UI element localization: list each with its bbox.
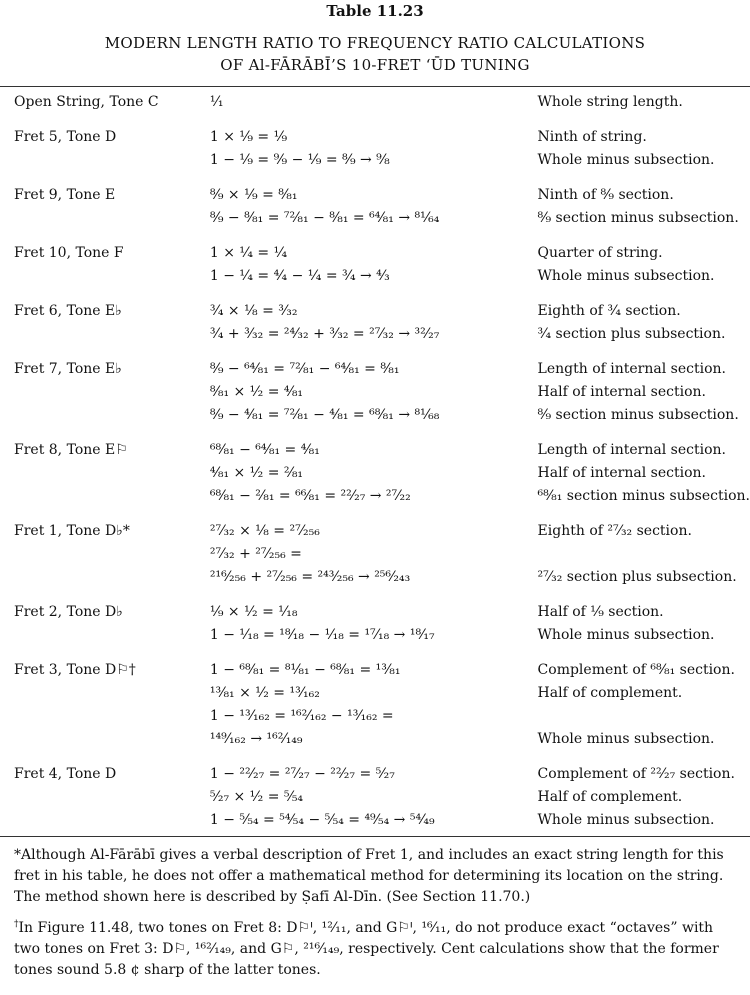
calculation-cell: ⁵⁄₂₇ × ¹⁄₂ = ⁵⁄₅₄ bbox=[209, 789, 304, 805]
table-row bbox=[0, 705, 750, 728]
calculation-cell: ⁸⁄₉ × ¹⁄₉ = ⁸⁄₈₁ bbox=[209, 187, 298, 203]
description-cell: Whole minus subsection. bbox=[537, 812, 715, 828]
table-row bbox=[0, 659, 750, 682]
table-row bbox=[0, 300, 750, 323]
row-gap bbox=[0, 751, 750, 763]
description-cell: Ninth of string. bbox=[537, 129, 647, 145]
table-row bbox=[0, 566, 750, 589]
calculation-cell: 1 × ¹⁄₉ = ¹⁄₉ bbox=[209, 129, 288, 145]
description-cell: Whole minus subsection. bbox=[537, 152, 715, 168]
table-row bbox=[0, 91, 750, 114]
fret-label: Fret 7, Tone E♭ bbox=[14, 361, 122, 377]
table-row bbox=[0, 126, 750, 149]
empty-cell bbox=[0, 543, 196, 566]
gap-cell bbox=[0, 230, 750, 242]
gap-cell bbox=[0, 589, 750, 601]
description-cell: Half of internal section. bbox=[537, 465, 706, 481]
calculation-cell: ⁶⁸⁄₈₁ − ⁶⁴⁄₈₁ = ⁴⁄₈₁ bbox=[209, 442, 320, 458]
row-gap bbox=[0, 172, 750, 184]
calculation-cell: ¹⁴⁹⁄₁₆₂ → ¹⁶²⁄₁₄₉ bbox=[209, 731, 303, 747]
empty-cell bbox=[0, 728, 196, 751]
gap-cell bbox=[0, 508, 750, 520]
description-cell: Complement of ⁶⁸⁄₈₁ section. bbox=[537, 662, 735, 678]
description-cell: Whole minus subsection. bbox=[537, 627, 715, 643]
table-row bbox=[0, 763, 750, 786]
empty-cell bbox=[0, 462, 196, 485]
table-row bbox=[0, 404, 750, 427]
calculation-cell: 1 − ²²⁄₂₇ = ²⁷⁄₂₇ − ²²⁄₂₇ = ⁵⁄₂₇ bbox=[209, 766, 395, 782]
table-row bbox=[0, 624, 750, 647]
table-row bbox=[0, 520, 750, 543]
fret-label: Fret 2, Tone D♭ bbox=[14, 604, 123, 620]
calculation-cell: ²⁷⁄₃₂ × ¹⁄₈ = ²⁷⁄₂₅₆ bbox=[209, 523, 320, 539]
calculation-cell: ⁸⁄₉ − ⁸⁄₈₁ = ⁷²⁄₈₁ − ⁸⁄₈₁ = ⁶⁴⁄₈₁ → ⁸¹⁄₆₄ bbox=[209, 210, 440, 226]
description-cell: Quarter of string. bbox=[537, 245, 663, 261]
table-row bbox=[0, 265, 750, 288]
fret-label: Fret 6, Tone E♭ bbox=[14, 303, 122, 319]
description-cell: Whole string length. bbox=[537, 94, 683, 110]
description-cell: Whole minus subsection. bbox=[537, 731, 715, 747]
row-gap bbox=[0, 114, 750, 126]
empty-cell bbox=[0, 149, 196, 172]
row-gap bbox=[0, 346, 750, 358]
description-cell: Length of internal section. bbox=[537, 442, 726, 458]
empty-cell bbox=[0, 404, 196, 427]
description-cell: Eighth of ³⁄₄ section. bbox=[537, 303, 681, 319]
fret-label: Fret 10, Tone F bbox=[14, 245, 124, 261]
description-cell: Complement of ²²⁄₂₇ section. bbox=[537, 766, 735, 782]
gap-cell bbox=[0, 427, 750, 439]
description-cell: Half of ¹⁄₉ section. bbox=[537, 604, 664, 620]
empty-cell bbox=[0, 624, 196, 647]
description-cell: Ninth of ⁸⁄₉ section. bbox=[537, 187, 674, 203]
table-row bbox=[0, 809, 750, 832]
description-cell: Half of internal section. bbox=[537, 384, 706, 400]
calculation-cell: 1 − ¹³⁄₁₆₂ = ¹⁶²⁄₁₆₂ − ¹³⁄₁₆₂ = bbox=[209, 708, 394, 724]
gap-cell bbox=[0, 288, 750, 300]
gap-cell bbox=[0, 172, 750, 184]
description-cell bbox=[538, 705, 750, 728]
description-cell: Eighth of ²⁷⁄₃₂ section. bbox=[537, 523, 692, 539]
footnote-fret1: *Although Al-Fārābī gives a verbal description of Fret 1, and includes an exact string length for this fret in his table, he does not offer a mathematical method for determining its location on the string. The method shown here is described by Ṣafī Al-Dīn. (See Section 11.70.) bbox=[14, 847, 724, 905]
footnotes bbox=[0, 845, 750, 981]
calculation-cell: ⁸⁄₈₁ × ¹⁄₂ = ⁴⁄₈₁ bbox=[209, 384, 304, 400]
calculation-cell: ⁸⁄₉ − ⁶⁴⁄₈₁ = ⁷²⁄₈₁ − ⁶⁴⁄₈₁ = ⁸⁄₈₁ bbox=[209, 361, 400, 377]
calculation-cell: 1 × ¹⁄₄ = ¹⁄₄ bbox=[209, 245, 288, 261]
calculation-cell: ⁸⁄₉ − ⁴⁄₈₁ = ⁷²⁄₈₁ − ⁴⁄₈₁ = ⁶⁸⁄₈₁ → ⁸¹⁄₆₈ bbox=[209, 407, 440, 423]
description-cell: Half of complement. bbox=[537, 685, 683, 701]
calculation-cell: 1 − ⁵⁄₅₄ = ⁵⁴⁄₅₄ − ⁵⁄₅₄ = ⁴⁹⁄₅₄ → ⁵⁴⁄₄₉ bbox=[209, 812, 435, 828]
title-line-1: MODERN LENGTH RATIO TO FREQUENCY RATIO CALCULATIONS bbox=[104, 34, 646, 52]
table-row bbox=[0, 543, 750, 566]
table-row bbox=[0, 242, 750, 265]
description-cell: ⁸⁄₉ section minus subsection. bbox=[537, 210, 739, 226]
table-row bbox=[0, 207, 750, 230]
empty-cell bbox=[0, 786, 196, 809]
empty-cell bbox=[0, 207, 196, 230]
calculation-cell: 1 − ¹⁄₄ = ⁴⁄₄ − ¹⁄₄ = ³⁄₄ → ⁴⁄₃ bbox=[209, 268, 390, 284]
calculation-cell: ³⁄₄ × ¹⁄₈ = ³⁄₃₂ bbox=[209, 303, 298, 319]
fret-label: Fret 4, Tone D bbox=[14, 766, 117, 782]
description-cell: ²⁷⁄₃₂ section plus subsection. bbox=[537, 569, 737, 585]
dagger-mark: † bbox=[14, 919, 19, 930]
calculation-table bbox=[0, 91, 750, 832]
table-row bbox=[0, 786, 750, 809]
fret-label: Fret 5, Tone D bbox=[14, 129, 117, 145]
description-cell: ⁶⁸⁄₈₁ section minus subsection. bbox=[537, 488, 750, 504]
calculation-cell: ¹³⁄₈₁ × ¹⁄₂ = ¹³⁄₁₆₂ bbox=[209, 685, 320, 701]
calculation-cell: ³⁄₄ + ³⁄₃₂ = ²⁴⁄₃₂ + ³⁄₃₂ = ²⁷⁄₃₂ → ³²⁄₂₇ bbox=[209, 326, 440, 342]
empty-cell bbox=[0, 485, 196, 508]
description-cell: Half of complement. bbox=[537, 789, 683, 805]
description-cell: ³⁄₄ section plus subsection. bbox=[537, 326, 726, 342]
table-row bbox=[0, 682, 750, 705]
table-row bbox=[0, 149, 750, 172]
calculation-cell: ⁴⁄₈₁ × ¹⁄₂ = ²⁄₈₁ bbox=[209, 465, 304, 481]
fret-label: Fret 3, Tone D⚐† bbox=[14, 662, 136, 678]
empty-cell bbox=[0, 682, 196, 705]
description-cell bbox=[538, 543, 750, 566]
fret-label: Fret 8, Tone E⚐ bbox=[14, 442, 128, 458]
table-row bbox=[0, 358, 750, 381]
empty-cell bbox=[0, 265, 196, 288]
table-row bbox=[0, 728, 750, 751]
bottom-rule bbox=[0, 836, 750, 837]
calculation-cell: ²⁷⁄₃₂ + ²⁷⁄₂₅₆ = bbox=[209, 546, 302, 562]
table-row bbox=[0, 184, 750, 207]
row-gap bbox=[0, 647, 750, 659]
gap-cell bbox=[0, 751, 750, 763]
empty-cell bbox=[0, 566, 196, 589]
gap-cell bbox=[0, 346, 750, 358]
calculation-cell: ⁶⁸⁄₈₁ − ²⁄₈₁ = ⁶⁶⁄₈₁ = ²²⁄₂₇ → ²⁷⁄₂₂ bbox=[209, 488, 411, 504]
description-cell: Whole minus subsection. bbox=[537, 268, 715, 284]
title-line-2: OF Al-FĀRĀBĪ’S 10-FRET ‘ŪD TUNING bbox=[220, 56, 530, 74]
table-title bbox=[0, 32, 750, 76]
footnote-fret8-text: In Figure 11.48, two tones on Fret 8: D⚐ᑊ, ¹²⁄₁₁, and G⚐ᑊ, ¹⁶⁄₁₁, do not produce exact “octaves” with two tones on Fret 3: D⚐, ¹⁶²⁄₁₄₉, and G⚐, ²¹⁶⁄₁₄₉, respectively. Cent calculations show that the former tones sound 5.8 ¢ sharp of the latter tones. bbox=[14, 920, 719, 978]
table-row bbox=[0, 462, 750, 485]
footnote-fret8 bbox=[14, 918, 736, 981]
fret-label: Fret 9, Tone E bbox=[14, 187, 116, 203]
row-gap bbox=[0, 230, 750, 242]
gap-cell bbox=[0, 647, 750, 659]
empty-cell bbox=[0, 323, 196, 346]
empty-cell bbox=[0, 809, 196, 832]
description-cell: ⁸⁄₉ section minus subsection. bbox=[537, 407, 739, 423]
calculation-cell: 1 − ⁶⁸⁄₈₁ = ⁸¹⁄₈₁ − ⁶⁸⁄₈₁ = ¹³⁄₈₁ bbox=[209, 662, 401, 678]
table-row bbox=[0, 381, 750, 404]
fret-label: Open String, Tone C bbox=[14, 94, 159, 110]
calculation-cell: ²¹⁶⁄₂₅₆ + ²⁷⁄₂₅₆ = ²⁴³⁄₂₅₆ → ²⁵⁶⁄₂₄₃ bbox=[209, 569, 411, 585]
description-cell: Length of internal section. bbox=[537, 361, 726, 377]
empty-cell bbox=[0, 705, 196, 728]
calculation-cell: ¹⁄₁ bbox=[209, 94, 224, 110]
row-gap bbox=[0, 589, 750, 601]
gap-cell bbox=[0, 114, 750, 126]
table-row bbox=[0, 485, 750, 508]
table-row bbox=[0, 323, 750, 346]
table-row bbox=[0, 439, 750, 462]
calculation-cell: 1 − ¹⁄₉ = ⁹⁄₉ − ¹⁄₉ = ⁸⁄₉ → ⁹⁄₈ bbox=[209, 152, 390, 168]
row-gap bbox=[0, 427, 750, 439]
row-gap bbox=[0, 288, 750, 300]
calculation-cell: ¹⁄₉ × ¹⁄₂ = ¹⁄₁₈ bbox=[209, 604, 298, 620]
row-gap bbox=[0, 508, 750, 520]
calculation-cell: 1 − ¹⁄₁₈ = ¹⁸⁄₁₈ − ¹⁄₁₈ = ¹⁷⁄₁₈ → ¹⁸⁄₁₇ bbox=[209, 627, 435, 643]
fret-label: Fret 1, Tone D♭* bbox=[14, 523, 130, 539]
table-number: Table 11.23 bbox=[326, 2, 424, 20]
table-row bbox=[0, 601, 750, 624]
empty-cell bbox=[0, 381, 196, 404]
